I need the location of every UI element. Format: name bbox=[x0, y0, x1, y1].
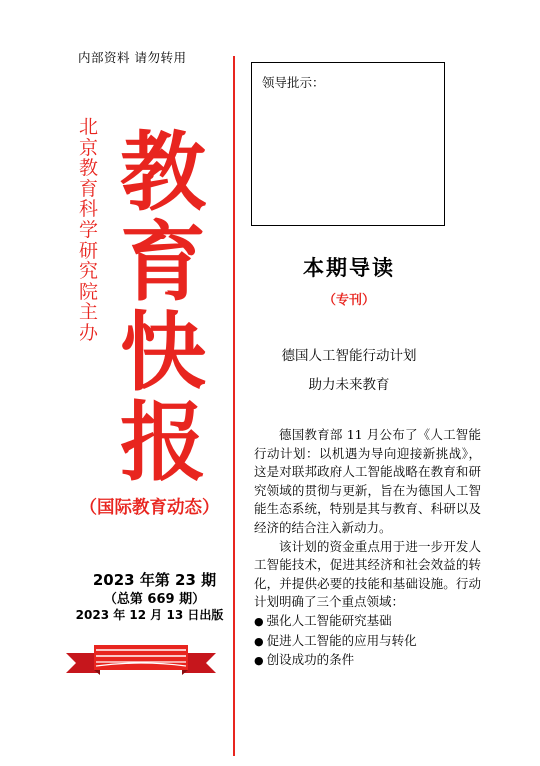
focus-area-list bbox=[254, 612, 481, 671]
list-item: ● 强化人工智能研究基础 bbox=[254, 612, 392, 628]
summary-paragraph-1: 德国教育部 11 月公布了《人工智能行动计划：以机遇为导向迎接新挑战》，这是对联邦政府人工智能战略在教育和研究领域的贯彻与更新，旨在为德国人工智能生态系统，特别是其与教育、科研以及经济的结合注入新动力。 bbox=[254, 427, 481, 535]
special-issue-label: （专刊） bbox=[322, 293, 375, 308]
list-item: ● 创设成功的条件 bbox=[254, 652, 355, 668]
guide-title: 本期导读 bbox=[303, 255, 395, 280]
summary-paragraph-2: 该计划的资金重点用于进一步开发人工智能技术，促进其经济和社会效益的转化，并提供必要的技能和基础设施。行动计划明确了三个重点领域： bbox=[254, 538, 481, 610]
list-item: ● 促进人工智能的应用与转化 bbox=[254, 632, 417, 648]
black-circle-icon: ● bbox=[254, 614, 264, 628]
masthead-title: 教育快报 bbox=[120, 123, 206, 493]
headline-line-1: 德国人工智能行动计划 bbox=[281, 348, 417, 364]
headline-line-2: 助力未来教育 bbox=[308, 377, 390, 393]
black-circle-icon: ● bbox=[254, 654, 264, 668]
divider-line bbox=[233, 56, 235, 756]
masthead-subtitle: （国际教育动态） bbox=[79, 498, 220, 518]
ribbon-banner-icon bbox=[66, 640, 216, 680]
article-summary bbox=[254, 426, 481, 671]
approval-box bbox=[251, 62, 445, 226]
black-circle-icon: ● bbox=[254, 634, 264, 648]
approval-label: 领导批示： bbox=[262, 75, 325, 90]
total-issue-number: （总第 669 期） bbox=[103, 592, 206, 607]
issue-number: 2023 年第 23 期 bbox=[92, 571, 217, 589]
confidential-notice: 内部资料 请勿转用 bbox=[78, 50, 187, 65]
publish-date: 2023 年 12 月 13 日出版 bbox=[75, 608, 224, 622]
publisher-vertical: 北京教育科学研究院 主办 bbox=[79, 116, 99, 344]
